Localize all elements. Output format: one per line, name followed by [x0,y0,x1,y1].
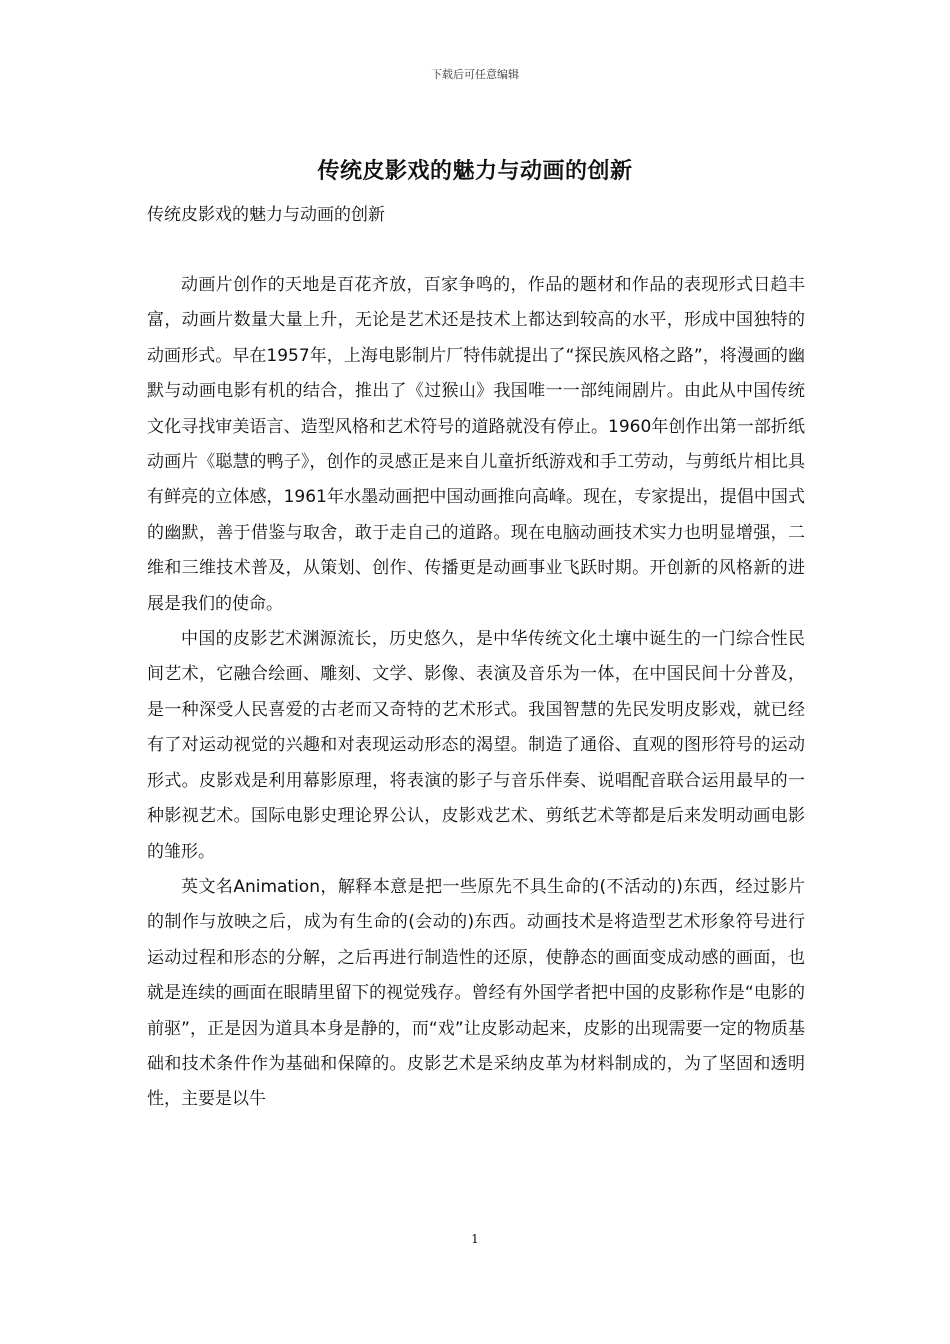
paragraph: 英文名Animation，解释本意是把一些原先不具生命的(不活动的)东西，经过影片的制作与放映之后，成为有生命的(会动的)东西。动画技术是将造型艺术形象符号进行运动过程和形态的分解，之后再进行制造性的还原，使静态的画面变成动感的画面，也就是连续的画面在眼睛里留下的视觉残存。曾经有外国学者把中国的皮影称作是“电影的前驱”，正是因为道具本身是静的，而“戏”让皮影动起来，皮影的出现需要一定的物质基础和技术条件作为基础和保障的。皮影艺术是采纳皮革为材料制成的，为了坚固和透明性，主要是以牛 [147,876,805,1110]
page-number: 1 [471,1232,479,1246]
header-note: 下载后可任意编辑 [431,68,519,81]
document-subtitle: 传统皮影戏的魅力与动画的创新 [147,205,385,225]
document-title: 传统皮影戏的魅力与动画的创新 [317,159,633,184]
paragraph: 中国的皮影艺术渊源流长，历史悠久，是中华传统文化土壤中诞生的一门综合性民间艺术，它融合绘画、雕刻、文学、影像、表演及音乐为一体，在中国民间十分普及，是一种深受人民喜爱的古老而又奇特的艺术形式。我国智慧的先民发明皮影戏，就已经有了对运动视觉的兴趣和对表现运动形态的渴望。制造了通俗、直观的图形符号的运动形式。皮影戏是利用幕影原理，将表演的影子与音乐伴奏、说唱配音联合运用最早的一种影视艺术。国际电影史理论界公认，皮影戏艺术、剪纸艺术等都是后来发明动画电影的雏形。 [147,629,805,862]
document-body [147,268,805,1118]
paragraph: 动画片创作的天地是百花齐放，百家争鸣的，作品的题材和作品的表现形式日趋丰富，动画片数量大量上升，无论是艺术还是技术上都达到较高的水平，形成中国独特的动画形式。早在1957年，上海电影制片厂特伟就提出了“探民族风格之路”，将漫画的幽默与动画电影有机的结合，推出了《过猴山》我国唯一一部纯闹剧片。由此从中国传统文化寻找审美语言、造型风格和艺术符号的道路就没有停止。1960年创作出第一部折纸动画片《聪慧的鸭子》，创作的灵感正是来自儿童折纸游戏和手工劳动，与剪纸片相比具有鲜亮的立体感，1961年水墨动画把中国动画推向高峰。现在，专家提出，提倡中国式的幽默，善于借鉴与取舍，敢于走自己的道路。现在电脑动画技术实力也明显增强，二维和三维技术普及，从策划、创作、传播更是动画事业飞跃时期。开创新的风格新的进展是我们的使命。 [147,275,805,614]
